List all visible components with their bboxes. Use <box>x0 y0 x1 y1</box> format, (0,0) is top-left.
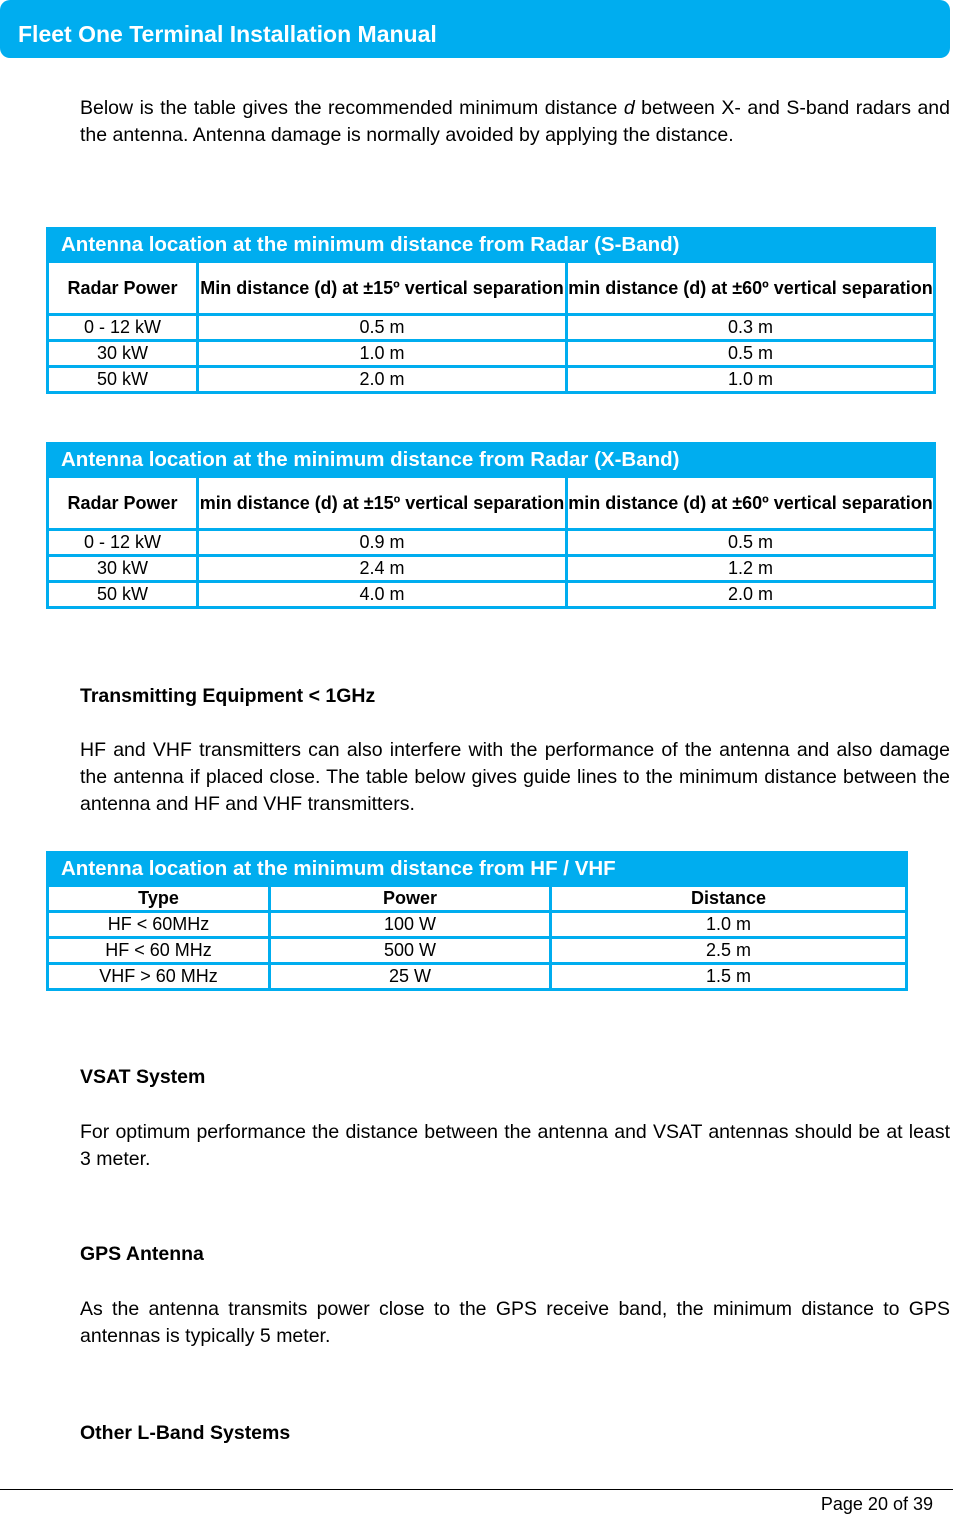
table-cell: 50 kW <box>48 367 198 393</box>
table-cell: 100 W <box>270 912 551 938</box>
table-cell: 0.5 m <box>567 530 935 556</box>
page-header <box>0 0 950 58</box>
column-header: min distance (d) at ±60º vertical separation <box>567 262 935 315</box>
column-header: Power <box>270 886 551 912</box>
table-row <box>48 938 907 964</box>
table-row <box>48 341 935 367</box>
table-row <box>48 530 935 556</box>
table-row <box>48 315 935 341</box>
table-cell: 0.5 m <box>198 315 567 341</box>
table-cell: VHF > 60 MHz <box>48 964 270 990</box>
table-cell: 1.0 m <box>198 341 567 367</box>
table-cell: 30 kW <box>48 556 198 582</box>
transmitting-paragraph: HF and VHF transmitters can also interfere with the performance of the antenna and also damage the antenna if placed close. The table below gives guide lines to the minimum distance between the antenna and HF and VHF transmitters. <box>80 739 950 815</box>
column-header: min distance (d) at ±15º vertical separation <box>198 477 567 530</box>
table-cell: 0.9 m <box>198 530 567 556</box>
transmitting-heading: Transmitting Equipment < 1GHz <box>80 685 376 707</box>
column-header: Radar Power <box>48 262 198 315</box>
table-row <box>48 964 907 990</box>
page-number: Page 20 of 39 <box>820 1494 933 1514</box>
table-cell: 0 - 12 kW <box>48 315 198 341</box>
table-row <box>48 582 935 608</box>
vsat-paragraph: For optimum performance the distance between the antenna and VSAT antennas should be at least 3 meter. <box>80 1121 950 1170</box>
table-cell: 2.5 m <box>551 938 907 964</box>
table-cell: 1.5 m <box>551 964 907 990</box>
table-cell: HF < 60 MHz <box>48 938 270 964</box>
table-cell: 500 W <box>270 938 551 964</box>
gps-heading: GPS Antenna <box>80 1243 204 1265</box>
table-cell: 1.0 m <box>567 367 935 393</box>
x-band-table-caption: Antenna location at the minimum distance from Radar (X-Band) <box>48 444 935 477</box>
s-band-table <box>46 227 936 394</box>
table-row <box>48 912 907 938</box>
table-cell: 30 kW <box>48 341 198 367</box>
table-cell: 4.0 m <box>198 582 567 608</box>
document-title: Fleet One Terminal Installation Manual <box>18 21 437 47</box>
table-cell: 50 kW <box>48 582 198 608</box>
table-cell: 0.3 m <box>567 315 935 341</box>
table-cell: 1.0 m <box>551 912 907 938</box>
table-cell: 0.5 m <box>567 341 935 367</box>
table-cell: 0 - 12 kW <box>48 530 198 556</box>
hf-vhf-table <box>46 851 908 991</box>
hf-vhf-table-caption: Antenna location at the minimum distance from HF / VHF <box>48 853 907 886</box>
column-header: min distance (d) at ±60º vertical separation <box>567 477 935 530</box>
table-cell: 2.0 m <box>567 582 935 608</box>
table-cell: HF < 60MHz <box>48 912 270 938</box>
column-header: Distance <box>551 886 907 912</box>
table-row <box>48 556 935 582</box>
intro-paragraph <box>80 95 950 149</box>
intro-text-start: Below is the table gives the recommended minimum distance <box>80 97 624 119</box>
table-cell: 1.2 m <box>567 556 935 582</box>
s-band-table-caption: Antenna location at the minimum distance from Radar (S-Band) <box>48 229 935 262</box>
column-header: Type <box>48 886 270 912</box>
table-cell: 25 W <box>270 964 551 990</box>
column-header: Min distance (d) at ±15º vertical separation <box>198 262 567 315</box>
footer-divider <box>0 1489 953 1490</box>
intro-text-end: between X- and S-band radars and the antenna. Antenna damage is normally avoided by applying the distance. <box>80 97 950 146</box>
gps-paragraph: As the antenna transmits power close to the GPS receive band, the minimum distance to GPS antennas is typically 5 meter. <box>80 1298 950 1347</box>
table-cell: 2.0 m <box>198 367 567 393</box>
intro-variable: d <box>623 97 635 119</box>
vsat-heading: VSAT System <box>80 1066 206 1088</box>
column-header: Radar Power <box>48 477 198 530</box>
table-row <box>48 367 935 393</box>
other-l-band-heading: Other L-Band Systems <box>80 1422 291 1444</box>
x-band-table <box>46 442 936 609</box>
table-cell: 2.4 m <box>198 556 567 582</box>
